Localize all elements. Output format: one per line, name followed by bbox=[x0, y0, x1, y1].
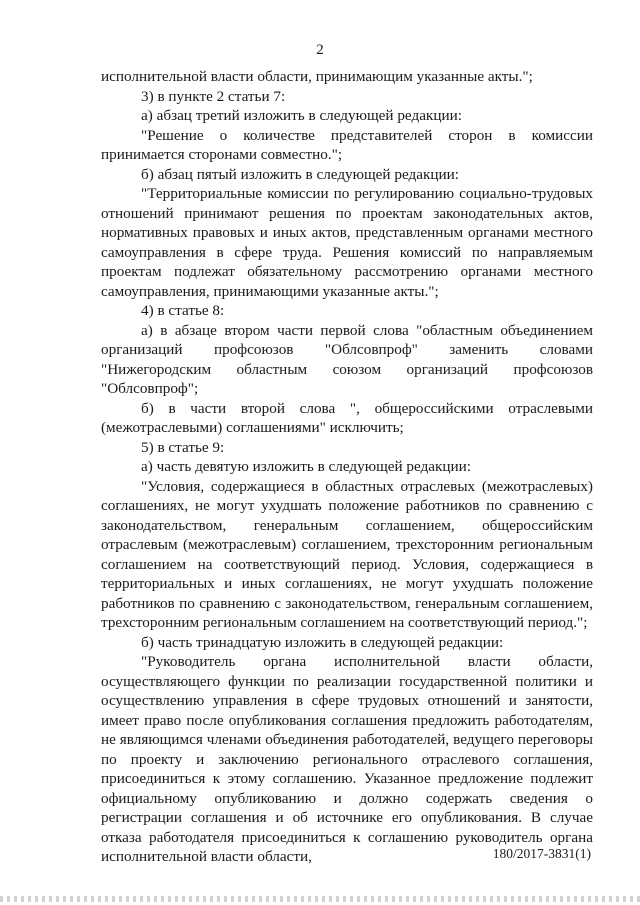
page-number: 2 bbox=[316, 42, 324, 58]
paragraph: а) абзац третий изложить в следующей редакции: bbox=[141, 107, 462, 124]
paragraph: "Условия, содержащиеся в областных отраслевых (межотраслевых) соглашениях, не могут ухудшать положение работников по сравнению с законодательством, генеральным соглашением, общероссийским отраслевым (межотраслевым) соглашением, трехсторонним региональным соглашением на соответствующий период. Условия, содержащиеся в территориальных и иных соглашениях, не могут ухудшать положение работников по сравнению с законодательством, генеральным соглашением, трехсторонним региональным соглашением на соответствующий период."; bbox=[101, 477, 593, 631]
paragraph: б) часть тринадцатую изложить в следующей редакции: bbox=[141, 633, 504, 651]
document-code: 180/2017-3831(1) bbox=[492, 846, 591, 861]
paragraph: 5) в статье 9: bbox=[141, 438, 225, 456]
paragraph: 3) в пункте 2 статьи 7: bbox=[141, 87, 286, 105]
paragraph: б) в части второй слова ", общероссийскими отраслевыми (межотраслевыми) соглашениями" исключить; bbox=[101, 399, 593, 436]
scan-edge-marks bbox=[0, 896, 640, 902]
paragraph: "Решение о количестве представителей сторон в комиссии принимается сторонами совместно."; bbox=[101, 126, 593, 163]
paragraph: а) часть девятую изложить в следующей редакции: bbox=[141, 458, 472, 475]
paragraph: исполнительной власти области, принимающим указанные акты."; bbox=[101, 68, 533, 85]
document-body bbox=[101, 67, 593, 867]
paragraph: б) абзац пятый изложить в следующей редакции: bbox=[141, 165, 459, 183]
paragraph: "Территориальные комиссии по регулированию социально-трудовых отношений принимают решения по проектам законодательных актов, нормативных правовых и иных актов, представленным органами местного самоуправления в сфере труда. Решения комиссий по направляемым проектам подлежат обязательному рассмотрению органами местного самоуправления, принимающими указанные акты."; bbox=[101, 185, 593, 300]
paragraph: "Руководитель органа исполнительной власти области, осуществляющего функции по реализации государственной политики и осуществлению управления в сфере трудовых отношений и занятости, имеет право после опубликования соглашения предложить работодателям, не являющимся членами объединения работодателей, ведущего переговоры по проекту и заключению регионального отраслевого соглашения, присоединиться к этому соглашению. Указанное предложение подлежит официальному опубликованию и должно содержать сведения о регистрации соглашения и об источнике его опубликования. В случае отказа работодателя присоединиться к соглашению руководитель органа исполнительной власти области, bbox=[101, 653, 593, 865]
paragraph: 4) в статье 8: bbox=[141, 302, 225, 319]
paragraph: а) в абзаце втором части первой слова "областным объединением организаций профсоюзов "Облсовпроф" заменить словами "Нижегородским областным союзом организаций профсоюзов "Облсовпроф"; bbox=[101, 321, 593, 397]
